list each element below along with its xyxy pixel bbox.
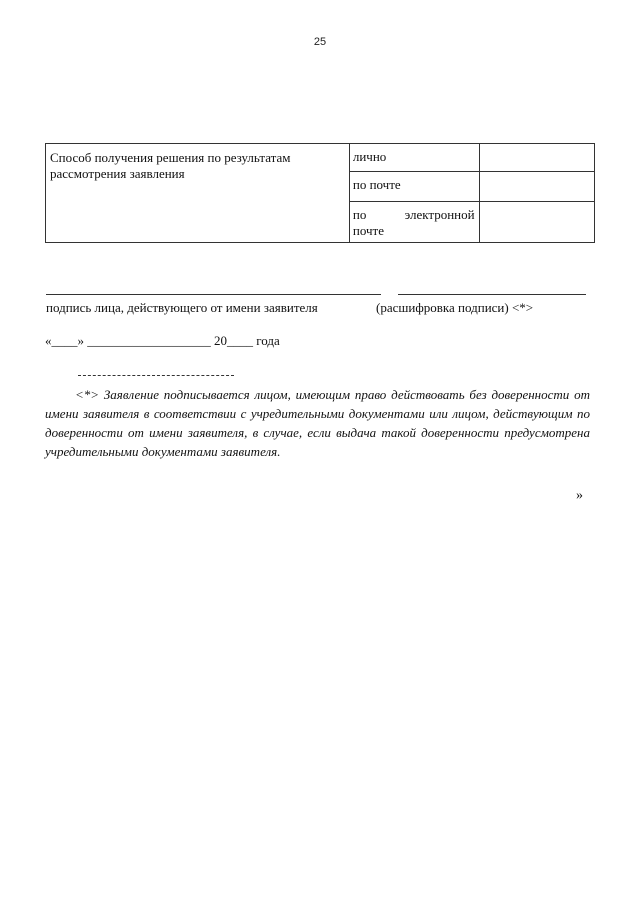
signature-caption: подпись лица, действующего от имени заявителя (46, 300, 318, 315)
signature-line[interactable] (46, 294, 381, 295)
page-number: 25 (313, 36, 327, 48)
option-by-mail-checkbox[interactable] (479, 172, 594, 202)
option-by-email-line2: почте (352, 223, 384, 238)
footnote-text: <*> Заявление подписывается лицом, имеющим право действовать без доверенности от имени заявителя в соответствии с учредительными документами или лицом, действующим по доверенности от имени заявителя, в случае, если выдача такой доверенности предусмотрена учредительными документами заявителя. (45, 387, 590, 459)
method-label-cell: Способ получения решения по результатам рассмотрения заявления (46, 144, 350, 243)
date-line[interactable]: «____» ___________________ 20____ года (45, 333, 280, 348)
decision-method-table (45, 143, 595, 243)
closing-quote-mark: » (576, 488, 583, 503)
option-by-email-checkbox[interactable] (479, 202, 594, 243)
option-by-mail: по почте (349, 172, 479, 202)
option-by-email (349, 202, 479, 243)
option-in-person-checkbox[interactable] (479, 144, 594, 172)
signature-decoding-caption: (расшифровка подписи) <*> (376, 300, 534, 315)
option-by-email-line1: по электронной (352, 207, 475, 222)
signature-decoding-line[interactable] (398, 294, 586, 295)
footnote-divider (78, 375, 234, 376)
table-row (46, 144, 595, 172)
option-in-person: лично (349, 144, 479, 172)
